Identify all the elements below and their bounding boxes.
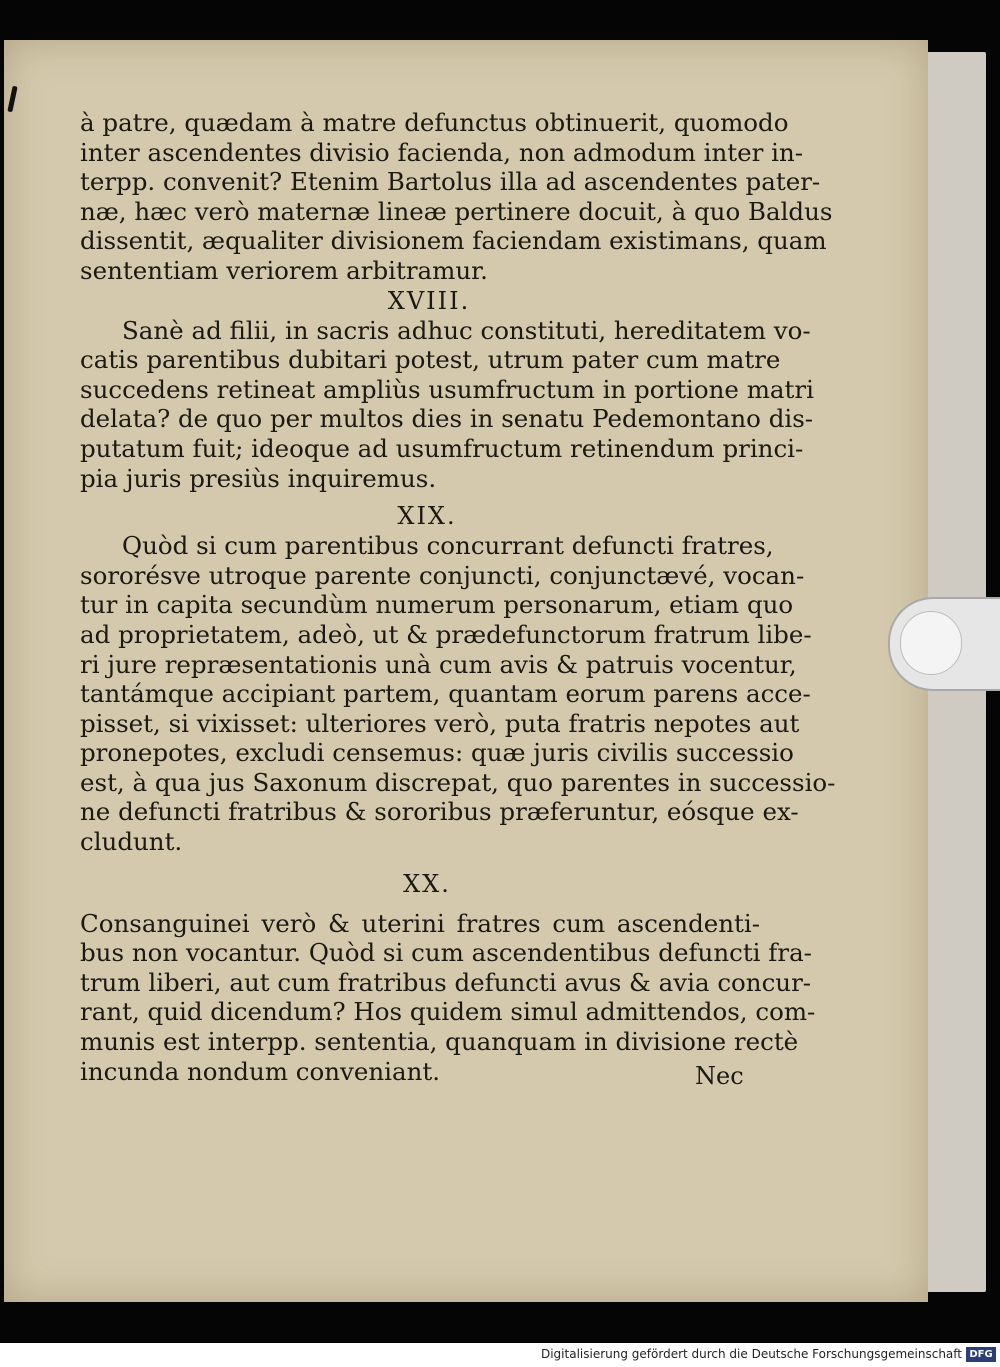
text-line: sententiam veriorem arbitramur. (80, 255, 488, 285)
section-heading-xviii: XVIII. (387, 286, 471, 315)
text-line: à patre, quædam à matre defunctus obtinuerit, quomodo (80, 108, 789, 137)
text-line: trum liberi, aut cum fratribus defuncti avus & avia concur- (80, 967, 812, 997)
text-line: Sanè ad filii, in sacris adhuc constituti, hereditatem vo- (122, 315, 811, 345)
text-line: bus non vocantur. Quòd si cum ascendentibus defuncti fra- (80, 938, 812, 968)
text-line: dissentit, æqualiter divisionem faciendam existimans, quam (80, 226, 827, 256)
text-line: delata? de quo per multos dies in senatu Pedemontano dis- (80, 404, 814, 434)
text-line: est, à qua jus Saxonum discrepat, quo parentes in successio- (80, 767, 836, 797)
text-line: ri jure repræsentationis unà cum avis & patruis vocentur, (80, 649, 797, 679)
text-line: terpp. convenit? Etenim Bartolus illa ad ascendentes pater- (80, 167, 821, 197)
text-line: tantámque accipiant partem, quantam eorum parens acce- (80, 679, 811, 709)
text-line: ad proprietatem, adeò, ut & prædefunctorum fratrum libe- (80, 619, 812, 649)
dfg-logo: DFG (966, 1347, 996, 1362)
section-heading-xix: XIX. (397, 502, 457, 531)
page-text (80, 108, 836, 1086)
paragraph-xx (80, 908, 816, 1087)
text-line: pisset, si vixisset: ulteriores verò, puta fratris nepotes aut (80, 708, 800, 738)
text-line: Consanguinei verò & uterini fratres cum ascendenti- (80, 908, 760, 938)
paragraph-xix (80, 531, 836, 857)
text-line: rant, quid dicendum? Hos quidem simul admittendos, com- (80, 997, 816, 1027)
page-clip (888, 597, 1000, 691)
footer-bar (0, 1343, 1000, 1367)
text-line: succedens retineat ampliùs usumfructum in portione matri (80, 374, 814, 404)
text-line: sororésve utroque parente conjuncti, conjunctævé, vocan- (80, 560, 805, 590)
text-line: pia juris presiùs inquiremus. (80, 463, 437, 493)
catchword: Nec (695, 1062, 744, 1090)
clip-center (900, 611, 962, 675)
paragraph-xviii (80, 315, 814, 494)
text-line: cludunt. (80, 827, 183, 857)
text-line: catis parentibus dubitari potest, utrum pater cum matre (80, 345, 781, 375)
section-heading-xx: XX. (403, 869, 451, 898)
text-line: inter ascendentes divisio facienda, non admodum inter in- (80, 137, 804, 167)
footer-credit: Digitalisierung gefördert durch die Deutsche Forschungsgemeinschaft (540, 1347, 962, 1361)
text-line: munis est interpp. sententia, quanquam in divisione rectè (80, 1027, 799, 1057)
text-line: næ, hæc verò maternæ lineæ pertinere docuit, à quo Baldus (80, 196, 833, 226)
text-line: incunda nondum conveniant. (80, 1056, 440, 1086)
text-line: pronepotes, excludi censemus: quæ juris civilis successio (80, 738, 794, 768)
text-line: putatum fuit; ideoque ad usumfructum retinendum princi- (80, 433, 804, 463)
paragraph-intro (80, 108, 833, 286)
text-line: tur in capita secundùm numerum personarum, etiam quo (80, 590, 794, 620)
text-line: ne defuncti fratribus & sororibus præferuntur, eósque ex- (80, 797, 799, 827)
text-line: Quòd si cum parentibus concurrant defuncti fratres, (122, 531, 774, 561)
